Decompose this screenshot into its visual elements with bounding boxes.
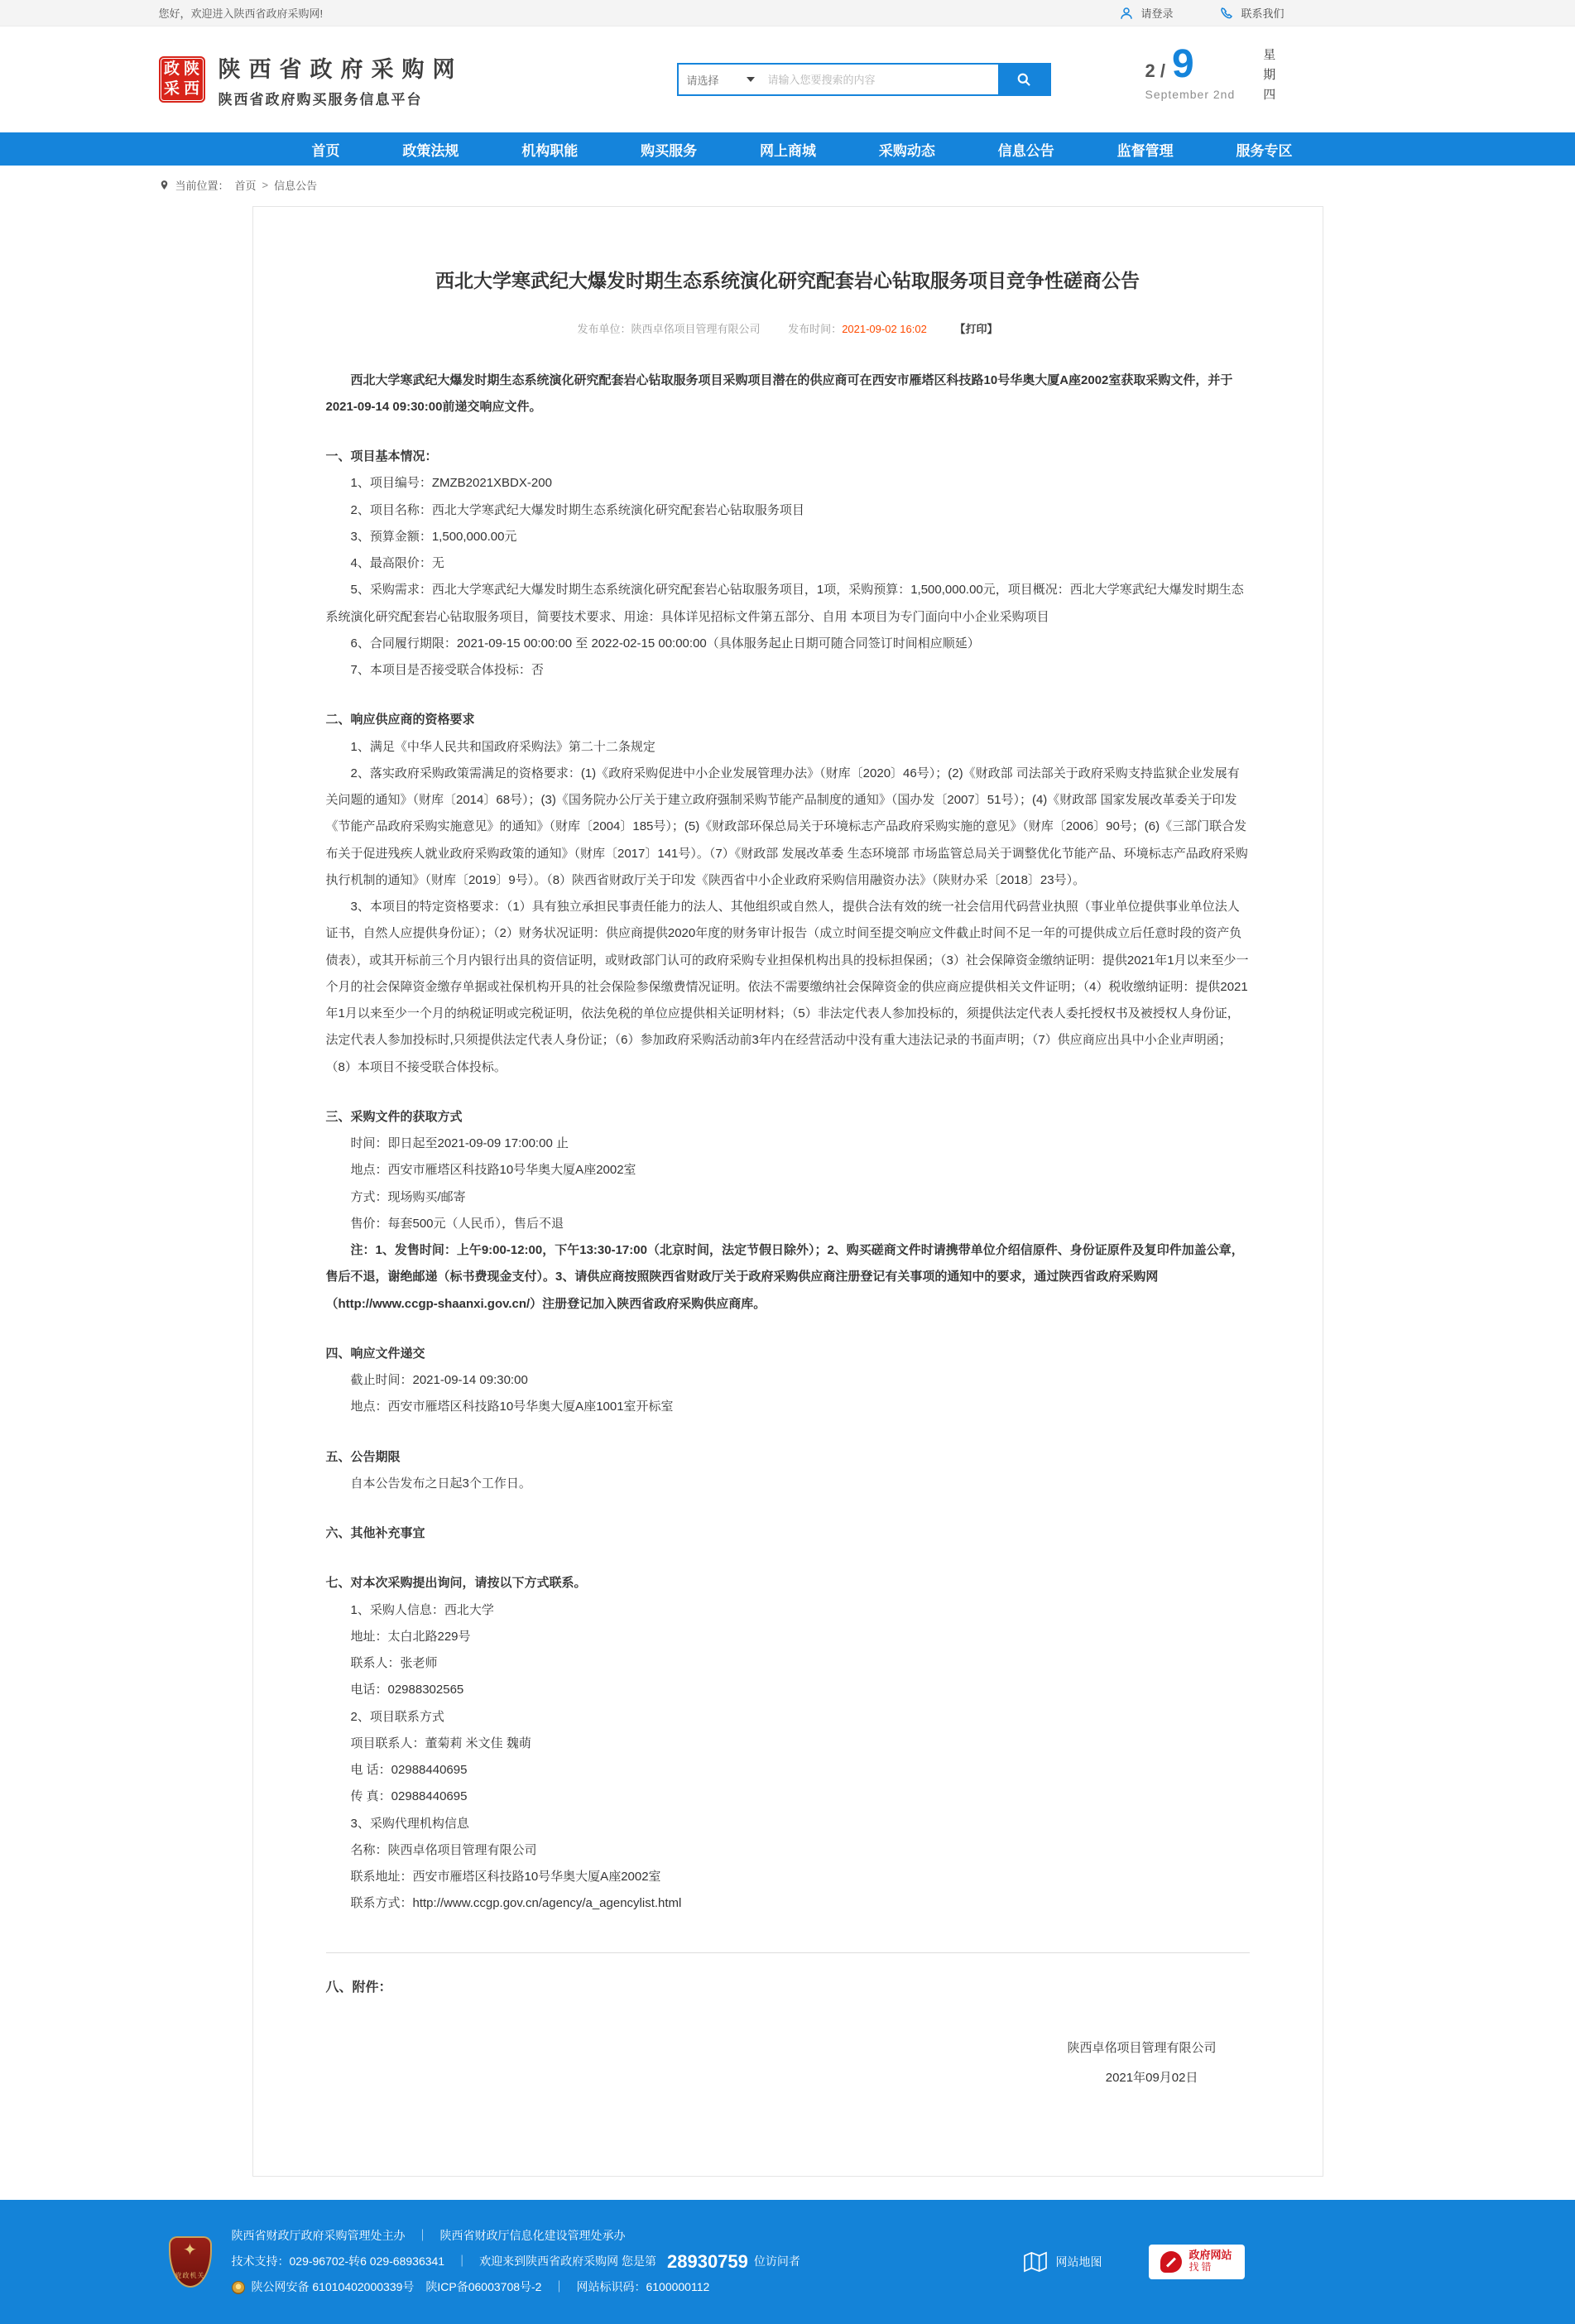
article-body bbox=[326, 367, 1250, 1918]
search-category-select[interactable] bbox=[679, 65, 763, 94]
logo-char: 西 bbox=[183, 80, 199, 98]
article-paragraph: 三、采购文件的获取方式 bbox=[325, 1109, 463, 1124]
article-paragraph: 地址：太白北路229号 bbox=[350, 1629, 471, 1644]
brand[interactable] bbox=[159, 51, 463, 108]
article-paragraph: 3、本项目的特定资格要求：（1）具有独立承担民事责任能力的法人、其他组织或自然人，提供合法有效的统一社会信用代码营业执照（事业单位提供事业单位法人证书，自然人应提供身份证）；（2）财务状况证明：供应商提供2020年度的财务审计报告（成立时间至提交响应文件截止时间不足一年的可提供成立后任意时段的资产负债表），或其开标前三个月内银行出具的资信证明，或财政部门认可的政府采购专业担保机构出具的投标担保函；（3）社会保障资金缴纳证明：提供2021年1月以来至少一个月的社会保障资金缴存单据或社保机构开具的社会保险参保缴费情况证明。依法不需要缴纳社会保障资金的供应商应提供相关文件证明；（4）税收缴纳证明：提供2021年1月以来至少一个月的纳税证明或完税证明，依法免税的单位应提供相关证明材料；（5）非法定代表人参加投标的，须提供法定代表人委托授权书及被授权人身份证，法定代表人参加投标时,只须提供法定代表人身份证；（6）参加政府采购活动前3年内在经营活动中没有重大违法记录的书面声明；（7）供应商应出具中小企业声明函；（8）本项目不接受联合体投标。 bbox=[325, 900, 1249, 1074]
article-paragraph: 2、落实政府采购政策需满足的资格要求：(1)《政府采购促进中小企业发展管理办法》（财库〔2020〕46号）；(2)《财政部 司法部关于政府采购支持监狱企业发展有关问题的通知》（财库〔2014〕68号）；(3)《国务院办公厅关于建立政府强制采购节能产品制度的通知》（国办发〔2007〕51号）；(4)《财政部 国家发展改革委关于印发《节能产品政府采购实施意见》的通知》（财库〔2004〕185号）；(5)《财政部环保总局关于环境标志产品政府采购实施的意见》（财库〔2006〕90号；(6)《三部门联合发布关于促进残疾人就业政府采购政策的通知》（财库〔2017〕141号）。（7）《财政部 发展改革委 生态环境部 市场监管总局关于调整优化节能产品、环境标志产品政府采购执行机制的通知》（财库〔2019〕9号）。（8）陕西省财政厅关于印发《陕西省中小企业政府采购信用融资办法》（陕财办采〔2018〕23号）。 bbox=[325, 766, 1248, 887]
search-box bbox=[677, 63, 1051, 96]
nav-item[interactable]: 购买服务 bbox=[641, 142, 698, 159]
article-paragraph: 联系地址：西安市雁塔区科技路10号华奥大厦A座2002室 bbox=[350, 1870, 661, 1884]
article-paragraph: 自本公告发布之日起3个工作日。 bbox=[350, 1476, 531, 1491]
nav-item[interactable]: 首页 bbox=[311, 142, 340, 159]
nav-item[interactable]: 政策法规 bbox=[402, 142, 459, 159]
publish-time: 发布时间：2021-09-02 16:02 bbox=[788, 322, 927, 335]
nav-item[interactable]: 采购动态 bbox=[878, 142, 935, 159]
article-paragraph: 5、采购需求：西北大学寒武纪大爆发时期生态系统演化研究配套岩心钻取服务项目，1项，采购预算：1,500,000.00元，项目概况：西北大学寒武纪大爆发时期生态系统演化研究配套岩心钻取服务项目，简要技术要求、用途：具体详见招标文件第五部分、自用 本项目为专门面向中小企业采购项目 bbox=[325, 583, 1244, 624]
gov-error-report-badge[interactable] bbox=[1149, 2245, 1245, 2279]
breadcrumb-row bbox=[0, 166, 1575, 199]
article-paragraph: 4、最高限价：无 bbox=[350, 556, 444, 570]
breadcrumb-home[interactable]: 首页 bbox=[234, 180, 257, 192]
article-paragraph: 1、采购人信息：西北大学 bbox=[350, 1602, 494, 1617]
article-paragraph: 1、项目编号：ZMZB2021XBDX-200 bbox=[350, 476, 552, 491]
logo-char: 政 bbox=[163, 60, 180, 78]
nav-item[interactable]: 服务专区 bbox=[1236, 142, 1293, 159]
article-paragraph: 七、对本次采购提出询问，请按以下方式联系。 bbox=[325, 1576, 587, 1591]
search-icon bbox=[1016, 71, 1032, 88]
article-paragraph: 1、满足《中华人民共和国政府采购法》第二十二条规定 bbox=[350, 739, 655, 754]
site-title: 陕西省政府采购网 bbox=[218, 56, 463, 82]
signature-block bbox=[326, 2034, 1250, 2093]
article-paragraph: 西北大学寒武纪大爆发时期生态系统演化研究配套岩心钻取服务项目采购项目潜在的供应商可在西安市雁塔区科技路10号华奥大厦A座2002室获取采购文件，并于2021-09-14 09:30:00前递交响应文件。 bbox=[325, 372, 1233, 414]
error-report-icon bbox=[1160, 2251, 1182, 2273]
attachments-heading: 八、附件： bbox=[325, 1980, 392, 1995]
article-paragraph: 截止时间：2021-09-14 09:30:00 bbox=[350, 1373, 528, 1387]
print-button[interactable]: 【打印】 bbox=[954, 322, 998, 335]
main-nav bbox=[0, 132, 1575, 166]
date-month: 9 bbox=[1171, 42, 1194, 86]
signature-company: 陕西卓佲项目管理有限公司 bbox=[1067, 2040, 1217, 2055]
attachments-divider bbox=[326, 1952, 1250, 1953]
nav-item[interactable]: 机构职能 bbox=[521, 142, 579, 159]
visitor-count: 28930759 bbox=[667, 2251, 748, 2272]
map-icon bbox=[1023, 2251, 1048, 2273]
article-paragraph: 6、合同履行期限：2021-09-15 00:00:00 至 2022-02-15 00:00:00（具体服务起止日期可随合同签订时间相应顺延） bbox=[350, 636, 980, 651]
date-month-en: September bbox=[1145, 88, 1209, 101]
article-paragraph: 时间：即日起至2021-09-09 17:00:00 止 bbox=[350, 1136, 569, 1150]
page-title: 西北大学寒武纪大爆发时期生态系统演化研究配套岩心钻取服务项目竞争性磋商公告 bbox=[435, 270, 1140, 291]
contact-label: 联系我们 bbox=[1241, 7, 1284, 20]
login-label: 请登录 bbox=[1140, 7, 1174, 20]
search-input[interactable] bbox=[763, 65, 998, 94]
site-subtitle: 陕西省政府购买服务信息平台 bbox=[218, 91, 423, 108]
signature-date: 2021年09月02日 bbox=[1105, 2070, 1198, 2085]
emblem-star-icon: ✦ bbox=[183, 2240, 197, 2259]
article-paragraph: 一、项目基本情况： bbox=[325, 449, 438, 463]
article-paragraph: 传 真：02988440695 bbox=[350, 1789, 468, 1804]
emblem-label: 党政机关 bbox=[175, 2271, 205, 2279]
badge-line1: 政府网站 bbox=[1188, 2249, 1232, 2262]
nav-item[interactable]: 监督管理 bbox=[1116, 142, 1174, 159]
article-paragraph: 电话：02988302565 bbox=[350, 1683, 464, 1697]
article-paragraph: 项目联系人：董菊莉 米文佳 魏萌 bbox=[350, 1736, 531, 1750]
date-day-en: 2nd bbox=[1212, 88, 1236, 101]
article-paragraph: 五、公告期限 bbox=[325, 1449, 401, 1464]
logo-char: 采 bbox=[163, 80, 180, 98]
sitemap-link[interactable] bbox=[1023, 2251, 1102, 2273]
article-paragraph: 注：1、发售时间：上午9:00-12:00，下午13:30-17:00（北京时间，法定节假日除外）；2、购买磋商文件时请携带单位介绍信原件、身份证原件及复印件加盖公章，售后不退，谢绝邮递（标书费现金支付）。3、请供应商按照陕西省财政厅关于政府采购供应商注册登记有关事项的通知中的要求，通过陕西省政府采购网（http://www.ccgp-shaanxi.gov.cn/）注册登记加入陕西省政府采购供应商库。 bbox=[325, 1243, 1244, 1311]
footer-organizer-line: 陕西省财政厅政府采购管理处主办 ｜ 陕西省财政厅信息化建设管理处承办 bbox=[231, 2229, 626, 2242]
site-footer bbox=[0, 2200, 1575, 2324]
nav-item[interactable]: 网上商城 bbox=[760, 142, 816, 159]
article-paragraph: 7、本项目是否接受联合体投标：否 bbox=[350, 663, 544, 677]
article-paragraph: 售价：每套500元（人民币），售后不退 bbox=[350, 1216, 564, 1231]
badge-line2: 找错 bbox=[1188, 2261, 1214, 2274]
login-link[interactable] bbox=[1119, 5, 1173, 21]
footer-record-line: 陕公网安备 61010402000339号 陕ICP备06003708号-2 ｜ 网站标识码：6100000112 bbox=[232, 2274, 805, 2300]
breadcrumb-current[interactable]: 信息公告 bbox=[274, 180, 318, 192]
article-paragraph: 地点：西安市雁塔区科技路10号华奥大厦A座2002室 bbox=[350, 1163, 636, 1178]
article-paragraph: 二、响应供应商的资格要求 bbox=[325, 713, 475, 727]
police-badge-icon bbox=[232, 2281, 245, 2294]
breadcrumb-separator: > bbox=[262, 179, 269, 191]
user-icon bbox=[1119, 6, 1134, 21]
site-logo bbox=[159, 56, 205, 103]
search-button[interactable] bbox=[998, 65, 1049, 94]
phone-icon bbox=[1219, 6, 1234, 21]
date-widget bbox=[1145, 42, 1278, 118]
logo-char: 陕 bbox=[183, 60, 199, 78]
sitemap-label: 网站地图 bbox=[1055, 2254, 1102, 2269]
publisher: 发布单位：陕西卓佲项目管理有限公司 bbox=[577, 322, 761, 335]
date-day: 2 / bbox=[1145, 60, 1165, 81]
article-paragraph: 方式：现场购买/邮寄 bbox=[350, 1189, 466, 1204]
footer-support-line: 技术支持：029-96702-转6 029-68936341 ｜ 欢迎来到陕西省政府采购网 您是第 28930759 位访问者 bbox=[232, 2249, 805, 2274]
breadcrumb bbox=[159, 177, 1417, 193]
location-pin-icon bbox=[159, 179, 170, 191]
article-paragraph: 地点：西安市雁塔区科技路10号华奥大厦A座1001室开标室 bbox=[350, 1400, 674, 1414]
article-paragraph: 四、响应文件递交 bbox=[325, 1346, 425, 1361]
site-header bbox=[0, 26, 1575, 132]
article-paragraph: 名称：陕西卓佲项目管理有限公司 bbox=[350, 1842, 537, 1857]
nav-item[interactable]: 信息公告 bbox=[997, 142, 1054, 159]
article-paragraph: 电 话：02988440695 bbox=[350, 1763, 468, 1777]
topbar bbox=[0, 0, 1575, 26]
article-paragraph: 六、其他补充事宜 bbox=[325, 1526, 425, 1540]
article-paragraph: 联系方式：http://www.ccgp.gov.cn/agency/a_agencylist.html bbox=[350, 1896, 682, 1911]
article-meta bbox=[326, 320, 1250, 336]
party-gov-emblem-icon bbox=[169, 2236, 212, 2288]
article-paragraph: 3、预算金额：1,500,000.00元 bbox=[350, 529, 517, 544]
announcement-card bbox=[252, 206, 1323, 2177]
welcome-text: 您好，欢迎进入陕西省政府采购网! bbox=[158, 7, 324, 20]
article-paragraph: 2、项目联系方式 bbox=[350, 1709, 444, 1724]
article-paragraph: 2、项目名称：西北大学寒武纪大爆发时期生态系统演化研究配套岩心钻取服务项目 bbox=[350, 502, 804, 517]
breadcrumb-label: 当前位置： bbox=[175, 180, 229, 192]
chevron-down-icon bbox=[747, 77, 755, 82]
search-select-label: 请选择 bbox=[686, 74, 719, 87]
date-weekday: 星期四 bbox=[1261, 48, 1276, 108]
article-paragraph: 联系人：张老师 bbox=[350, 1656, 438, 1670]
contact-link[interactable] bbox=[1219, 5, 1284, 21]
article-paragraph: 3、采购代理机构信息 bbox=[350, 1816, 469, 1831]
